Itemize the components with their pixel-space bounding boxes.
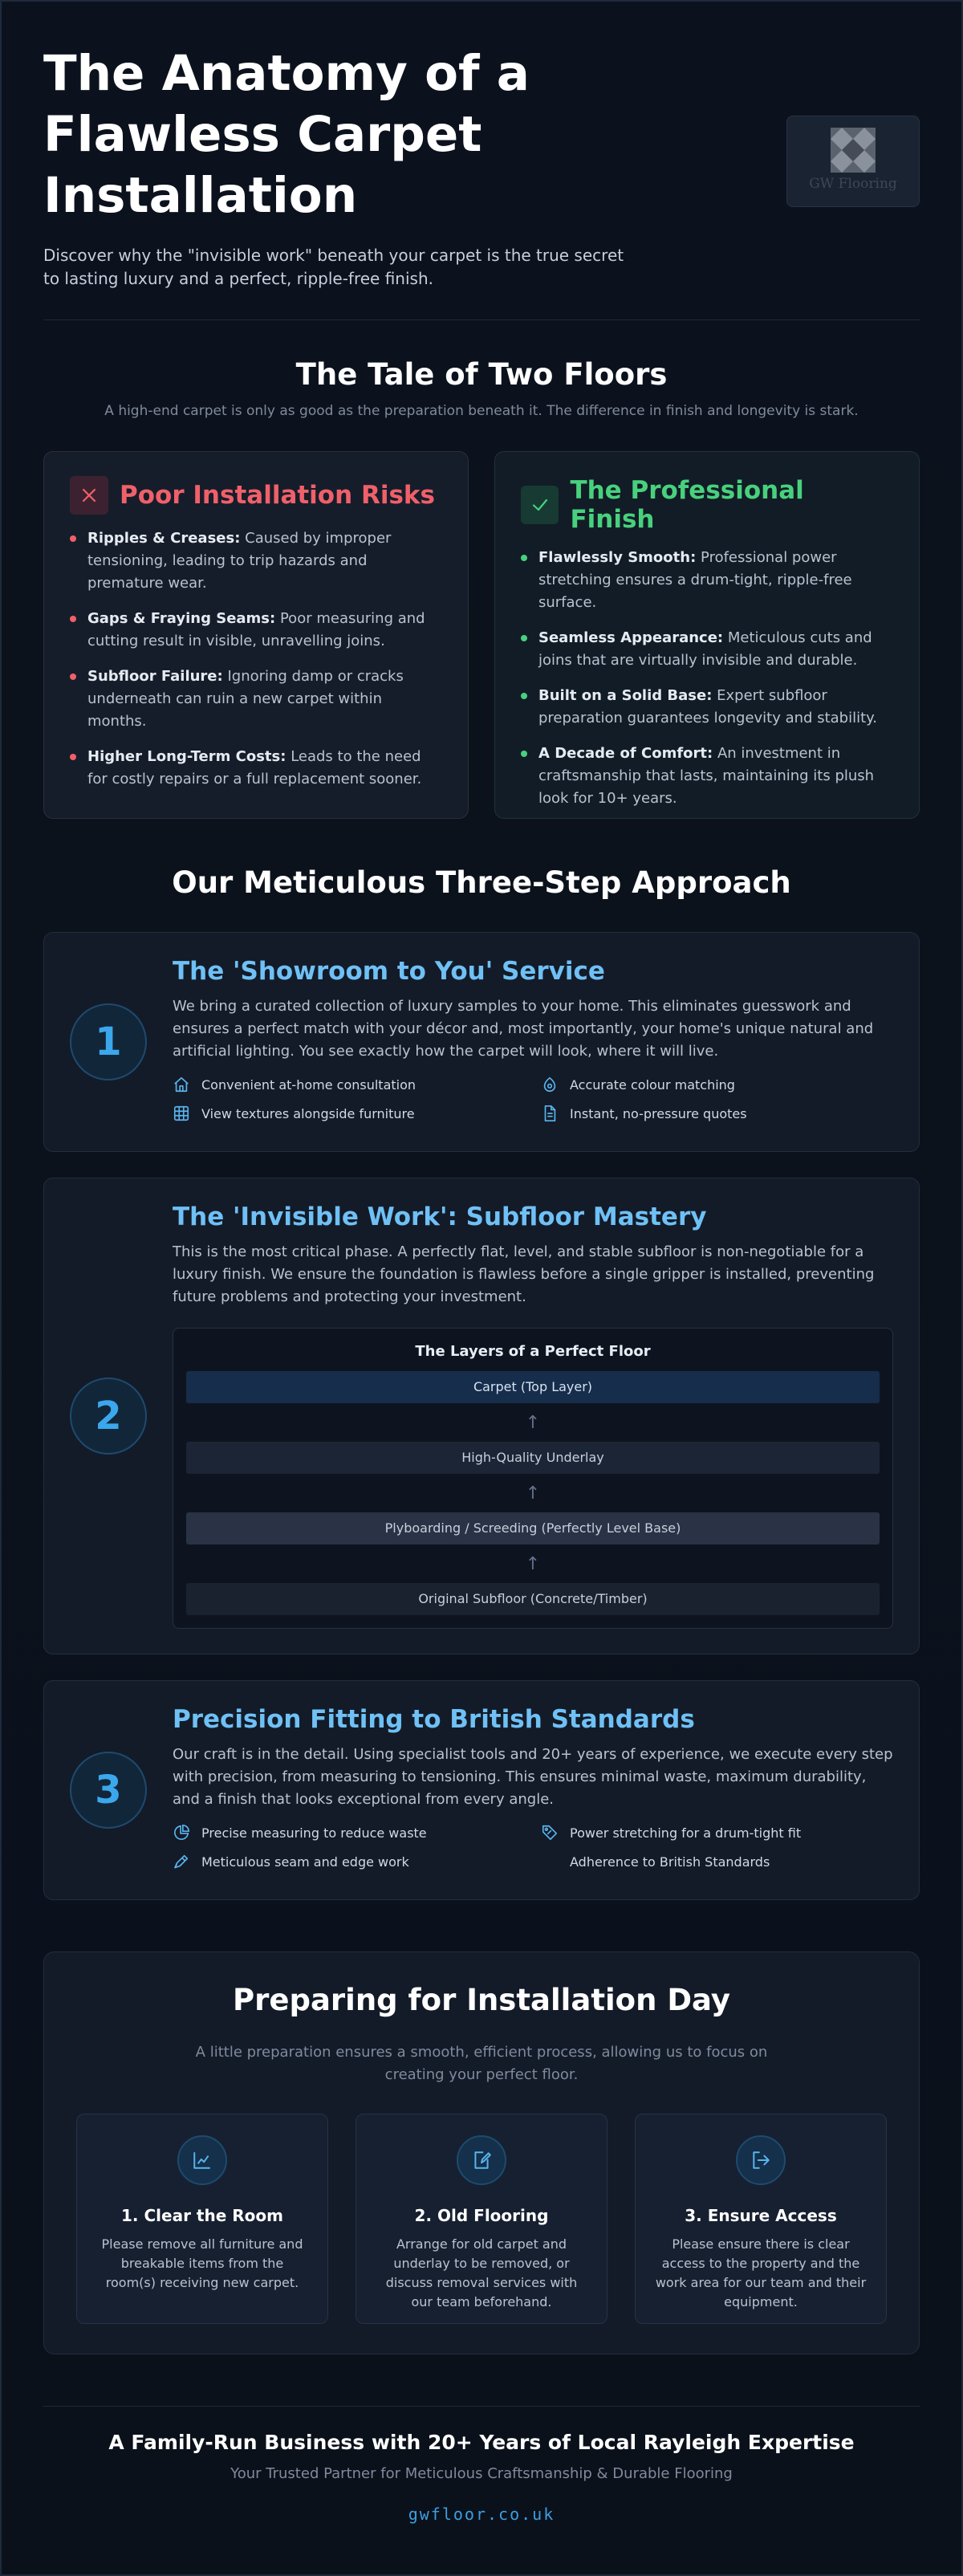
chart-line-icon xyxy=(177,2135,227,2185)
footer-title: A Family-Run Business with 20+ Years of Local Rayleigh Expertise xyxy=(108,2431,855,2454)
feature-text: Adherence to British Standards xyxy=(570,1854,770,1870)
step-text: Our craft is in the detail. Using specialist tools and 20+ years of experience, we execute every step with precision, from measuring to tensioning. This ensures minimal waste, maximum durability, and a finish that looks exceptional from every angle. xyxy=(173,1746,893,1808)
professional-finish-card xyxy=(494,451,920,819)
step-text: This is the most critical phase. A perfectly flat, level, and stable subfloor is non-negotiable for a luxury finish. We ensure the foundation is flawless before a single gripper is installed, preventing future problems and protecting your investment. xyxy=(173,1243,875,1305)
feature-text: Accurate colour matching xyxy=(570,1076,735,1093)
step-number: 2 xyxy=(70,1378,147,1455)
feature-item xyxy=(541,1105,893,1122)
item-text: Caused by improper tensioning, leading to trip hazards and premature wear. xyxy=(87,530,392,592)
layer-carpet: Carpet (Top Layer) xyxy=(186,1371,880,1403)
risk-list xyxy=(70,527,442,791)
item-text: Professional power stretching ensures a drum-tight, ripple-free surface. xyxy=(538,549,852,611)
poor-installation-card xyxy=(43,451,469,819)
list-item xyxy=(70,608,442,653)
card-title: Poor Installation Risks xyxy=(120,481,435,510)
card-header xyxy=(70,476,442,515)
item-label: Built on a Solid Base: xyxy=(538,687,713,704)
card-header xyxy=(521,476,893,534)
prep-card xyxy=(76,2114,328,2324)
hero-subtitle: Discover why the "invisible work" beneath your carpet is the true secret to lasting luxury and a perfect, ripple-free finish. xyxy=(43,246,624,288)
prep-card-text: Please remove all furniture and breakable items from the room(s) receiving new carpet. xyxy=(101,2236,303,2290)
item-text: Meticulous cuts and joins that are virtually invisible and durable. xyxy=(538,629,872,669)
item-label: Higher Long-Term Costs: xyxy=(87,748,286,765)
step-number: 3 xyxy=(70,1752,147,1829)
arrow-up-icon: ↑ xyxy=(525,1553,541,1574)
prep-card-text: Please ensure there is clear access to the property and the work area for our team and their equipment. xyxy=(655,2236,867,2309)
item-text: Leads to the need for costly repairs or a full replacement sooner. xyxy=(87,748,422,787)
step-title: The 'Showroom to You' Service xyxy=(173,957,605,986)
prep-card xyxy=(635,2114,887,2324)
layer-subfloor: Original Subfloor (Concrete/Timber) xyxy=(186,1583,880,1615)
item-label: Seamless Appearance: xyxy=(538,629,724,646)
carpet-pattern-icon xyxy=(831,128,876,173)
item-text: Poor measuring and cutting result in visible, unravelling joins. xyxy=(87,610,425,649)
preparation-subtitle: A little preparation ensures a smooth, efficient process, allowing us to focus on creating your perfect floor. xyxy=(195,2044,768,2083)
logo xyxy=(786,116,920,207)
feature-text: Instant, no-pressure quotes xyxy=(570,1105,747,1121)
preparation-section xyxy=(43,1951,920,2354)
palette-icon xyxy=(541,1076,559,1093)
document-icon xyxy=(541,1105,559,1122)
step-title: The 'Invisible Work': Subfloor Mastery xyxy=(173,1203,707,1231)
prep-card-title: 1. Clear the Room xyxy=(121,2206,283,2225)
benefit-list xyxy=(521,547,893,810)
blank-icon xyxy=(541,1853,559,1870)
comparison-title: The Tale of Two Floors xyxy=(295,357,668,392)
list-item xyxy=(521,685,893,730)
layer-underlay: High-Quality Underlay xyxy=(186,1442,880,1474)
item-text: Expert subfloor preparation guarantees longevity and stability. xyxy=(538,687,877,726)
hero xyxy=(43,2,920,319)
x-icon xyxy=(70,476,108,515)
approach-title: Our Meticulous Three-Step Approach xyxy=(172,865,791,900)
exit-icon xyxy=(736,2135,786,2185)
list-item xyxy=(70,665,442,733)
item-text: An investment in craftsmanship that lasts, maintaining its plush look for 10+ years. xyxy=(538,745,875,807)
preparation-cards xyxy=(76,2114,887,2324)
prep-card-title: 2. Old Flooring xyxy=(414,2206,549,2225)
arrow-up-icon: ↑ xyxy=(525,1483,541,1504)
feature-text: Meticulous seam and edge work xyxy=(201,1854,409,1870)
list-item xyxy=(70,746,442,791)
comparison-cards xyxy=(43,451,920,819)
list-item xyxy=(521,743,893,810)
feature-item xyxy=(173,1853,525,1870)
item-label: Gaps & Fraying Seams: xyxy=(87,610,276,627)
website-link[interactable]: gwfloor.co.uk xyxy=(408,2505,555,2524)
step-card-1 xyxy=(43,932,920,1152)
preparation-title: Preparing for Installation Day xyxy=(233,1983,730,2017)
prep-card-title: 3. Ensure Access xyxy=(685,2206,837,2225)
list-item xyxy=(70,527,442,595)
hero-title-line: Flawless Carpet xyxy=(43,106,482,163)
footer-subtitle: Your Trusted Partner for Meticulous Craftsmanship & Durable Flooring xyxy=(230,2465,733,2482)
feature-item xyxy=(541,1824,893,1841)
item-label: Flawlessly Smooth: xyxy=(538,549,697,566)
approach-section xyxy=(43,819,920,1900)
hero-title-line: Installation xyxy=(43,167,358,224)
hero-title xyxy=(43,43,653,226)
layer-plyboarding: Plyboarding / Screeding (Perfectly Level Base) xyxy=(186,1512,880,1544)
item-label: A Decade of Comfort: xyxy=(538,745,713,762)
prep-card-text: Arrange for old carpet and underlay to be removed, or discuss removal services with our team beforehand. xyxy=(385,2236,578,2309)
grid-icon xyxy=(173,1105,190,1122)
item-text: Ignoring damp or cracks underneath can ruin a new carpet within months. xyxy=(87,668,404,730)
feature-list xyxy=(173,1076,893,1122)
list-item xyxy=(521,547,893,614)
check-icon xyxy=(521,486,559,524)
list-item xyxy=(521,627,893,672)
arrow-up-icon: ↑ xyxy=(525,1412,541,1433)
logo-text: GW Flooring xyxy=(809,176,897,192)
pen-icon xyxy=(173,1853,190,1870)
feature-list xyxy=(173,1824,893,1870)
item-label: Ripples & Creases: xyxy=(87,530,241,547)
feature-text: View textures alongside furniture xyxy=(201,1105,415,1121)
feature-item xyxy=(173,1076,525,1093)
feature-item xyxy=(173,1105,525,1122)
hero-title-line: The Anatomy of a xyxy=(43,45,530,102)
feature-item xyxy=(173,1824,525,1841)
feature-text: Power stretching for a drum-tight fit xyxy=(570,1825,802,1841)
card-title: The Professional Finish xyxy=(570,476,804,534)
feature-text: Convenient at-home consultation xyxy=(201,1076,416,1093)
edit-file-icon xyxy=(457,2135,506,2185)
step-text: We bring a curated collection of luxury samples to your home. This eliminates guesswork and ensures a perfect match with your décor and, most importantly, your home's unique natural and artificial lighting. You see exactly how the carpet will look, where it will live. xyxy=(173,998,874,1060)
layers-title: The Layers of a Perfect Floor xyxy=(415,1343,651,1360)
step-title: Precision Fitting to British Standards xyxy=(173,1705,695,1734)
feature-item xyxy=(541,1853,893,1870)
prep-card xyxy=(356,2114,607,2324)
home-icon xyxy=(173,1076,190,1093)
step-card-3 xyxy=(43,1680,920,1900)
comparison-section xyxy=(43,320,920,819)
step-number: 1 xyxy=(70,1003,147,1080)
tag-icon xyxy=(541,1824,559,1841)
item-label: Subfloor Failure: xyxy=(87,668,223,685)
floor-layers-diagram xyxy=(173,1328,893,1629)
comparison-subtitle: A high-end carpet is only as good as the preparation beneath it. The difference in finish and longevity is stark. xyxy=(104,403,859,419)
step-card-2 xyxy=(43,1178,920,1654)
footer xyxy=(43,2407,920,2524)
feature-text: Precise measuring to reduce waste xyxy=(201,1825,427,1841)
pie-chart-icon xyxy=(173,1824,190,1841)
feature-item xyxy=(541,1076,893,1093)
